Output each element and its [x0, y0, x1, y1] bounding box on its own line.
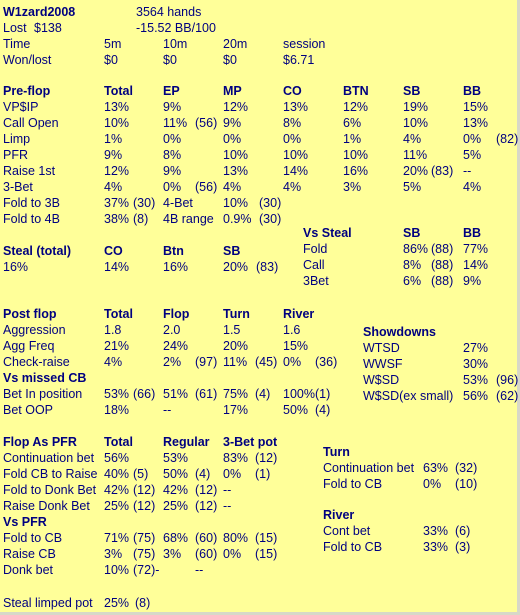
flop-pfr-cell: (12)	[133, 499, 156, 513]
preflop-cell: 3%	[343, 180, 362, 194]
steal-limped-label: Steal limped pot	[3, 596, 93, 610]
bb-per-100: -15.52 BB/100	[136, 21, 216, 35]
preflop-cell: 4B range	[163, 212, 214, 226]
preflop-cell: 19%	[403, 100, 429, 114]
flop-pfr-cell: (5)	[133, 467, 149, 481]
period-label: 5m	[104, 37, 122, 51]
vs-steal-cell: (88)	[431, 258, 454, 272]
preflop-cell: 4%	[403, 132, 422, 146]
missed-cb-cell: (4)	[315, 403, 331, 417]
preflop-cell: 9%	[163, 164, 182, 178]
preflop-cell: 13%	[283, 100, 309, 114]
preflop-cell: 0%	[283, 132, 302, 146]
steal-column: CO	[104, 244, 123, 258]
steal-limped-cell: 25%	[104, 596, 130, 610]
preflop-cell: 0.9%	[223, 212, 252, 226]
preflop-cell: 4-Bet	[163, 196, 193, 210]
turn-cell: (32)	[455, 461, 478, 475]
postflop-cell: 24%	[163, 339, 189, 353]
turn-heading: Turn	[323, 445, 350, 459]
turn-row-label: Continuation bet	[323, 461, 415, 475]
missed-cb-cell: 50%	[283, 403, 309, 417]
time-label: Time	[3, 37, 31, 51]
postflop-cell: 1.5	[223, 323, 241, 337]
preflop-column: BTN	[343, 84, 369, 98]
vs-steal-cell: 77%	[463, 242, 489, 256]
missed-cb-cell: 75%	[223, 387, 249, 401]
flop-pfr-cell: --	[223, 499, 232, 513]
preflop-row-label: Limp	[3, 132, 31, 146]
preflop-cell: 0%	[223, 132, 242, 146]
wonlost-value: $0	[104, 53, 118, 67]
vs-steal-cell: 6%	[403, 274, 422, 288]
wonlost-value: $0	[163, 53, 177, 67]
vs-pfr-cell: --	[195, 563, 204, 577]
flop-pfr-cell: (1)	[255, 467, 271, 481]
showdowns-heading: Showdowns	[363, 325, 436, 339]
preflop-cell: 10%	[104, 116, 130, 130]
vs-steal-row-label: Fold	[303, 242, 328, 256]
vs-pfr-cell: (15)	[255, 547, 278, 561]
preflop-cell: 15%	[463, 100, 489, 114]
vs-pfr-cell: (75)	[133, 531, 156, 545]
postflop-cell: (36)	[315, 355, 338, 369]
preflop-cell: (30)	[259, 196, 282, 210]
preflop-cell: 9%	[223, 116, 242, 130]
preflop-cell: 9%	[104, 148, 123, 162]
steal-value: 16%	[3, 260, 29, 274]
flop-pfr-cell: 83%	[223, 451, 249, 465]
preflop-cell: 14%	[283, 164, 309, 178]
preflop-column: SB	[403, 84, 421, 98]
vs-steal-column: BB	[463, 226, 482, 240]
preflop-cell: 8%	[283, 116, 302, 130]
missed-cb-cell: 51%	[163, 387, 189, 401]
vs-pfr-cell: (15)	[255, 531, 278, 545]
vs-pfr-cell: 0%	[223, 547, 242, 561]
preflop-cell: 5%	[463, 148, 482, 162]
vs-steal-column: SB	[403, 226, 421, 240]
missed-cb-cell: (4)	[255, 387, 271, 401]
preflop-cell: 4%	[463, 180, 482, 194]
flop-pfr-cell: 42%	[163, 483, 189, 497]
preflop-cell: 10%	[223, 148, 249, 162]
preflop-cell: 11%	[403, 148, 428, 162]
vs-pfr-cell: 71%	[104, 531, 130, 545]
steal-column: Btn	[163, 244, 184, 258]
vs-steal-cell: 86%	[403, 242, 429, 256]
preflop-column: MP	[223, 84, 242, 98]
preflop-cell: 10%	[403, 116, 429, 130]
showdowns-cell: 30%	[463, 357, 489, 371]
vs-steal-cell: 14%	[463, 258, 489, 272]
steal-value: (83)	[256, 260, 279, 274]
steal-limped-cell: (8)	[135, 596, 151, 610]
preflop-cell: 0%	[163, 180, 182, 194]
preflop-cell: (56)	[195, 116, 218, 130]
preflop-cell: (8)	[133, 212, 149, 226]
steal-value: 20%	[223, 260, 249, 274]
preflop-cell: 5%	[403, 180, 422, 194]
preflop-row-label: Raise 1st	[3, 164, 56, 178]
turn-cell: 63%	[423, 461, 449, 475]
river-cell: (3)	[455, 540, 471, 554]
preflop-cell: 10%	[223, 196, 249, 210]
preflop-cell: 16%	[343, 164, 369, 178]
vs-pfr-cell: (75)	[133, 547, 156, 561]
preflop-cell: (30)	[259, 212, 282, 226]
steal-column: SB	[223, 244, 241, 258]
vs-pfr-row-label: Raise CB	[3, 547, 56, 561]
preflop-cell: 8%	[163, 148, 182, 162]
showdowns-cell: (96)	[496, 373, 519, 387]
flop-pfr-cell: (12)	[195, 499, 218, 513]
lost-label: Lost	[3, 21, 27, 35]
steal-heading: Steal (total)	[3, 244, 72, 258]
preflop-column: CO	[283, 84, 302, 98]
preflop-cell: 12%	[223, 100, 249, 114]
preflop-row-label: VP$IP	[3, 100, 39, 114]
steal-value: 14%	[104, 260, 130, 274]
preflop-row-label: PFR	[3, 148, 28, 162]
period-label: 20m	[223, 37, 248, 51]
postflop-cell: (45)	[255, 355, 278, 369]
showdowns-row-label: WTSD	[363, 341, 400, 355]
preflop-row-label: Fold to 4B	[3, 212, 60, 226]
postflop-cell: 1.8	[104, 323, 122, 337]
preflop-cell: 10%	[343, 148, 369, 162]
vs-pfr-cell: (72)-	[133, 563, 160, 577]
preflop-row-label: 3-Bet	[3, 180, 33, 194]
vs-pfr-cell: 10%	[104, 563, 130, 577]
vs-pfr-row-label: Fold to CB	[3, 531, 63, 545]
steal-value: 16%	[163, 260, 189, 274]
preflop-cell: 0%	[163, 132, 182, 146]
preflop-column: BB	[463, 84, 482, 98]
period-label: 10m	[163, 37, 188, 51]
postflop-cell: 2%	[163, 355, 182, 369]
postflop-row-label: Check-raise	[3, 355, 70, 369]
preflop-column: EP	[163, 84, 180, 98]
flop-pfr-cell: 50%	[163, 467, 189, 481]
postflop-row-label: Agg Freq	[3, 339, 55, 353]
river-row-label: Cont bet	[323, 524, 371, 538]
preflop-cell: 13%	[223, 164, 249, 178]
preflop-cell: 11%	[163, 116, 188, 130]
preflop-cell: 1%	[343, 132, 362, 146]
vs-steal-row-label: Call	[303, 258, 325, 272]
vs-pfr-cell: 80%	[223, 531, 249, 545]
flop-pfr-cell: 42%	[104, 483, 130, 497]
preflop-cell: 6%	[343, 116, 362, 130]
showdowns-cell: 53%	[463, 373, 489, 387]
showdowns-cell: 56%	[463, 389, 489, 403]
postflop-cell: (97)	[195, 355, 218, 369]
flop-pfr-cell: (12)	[133, 483, 156, 497]
vs-pfr-row-label: Donk bet	[3, 563, 54, 577]
flop-pfr-row-label: Fold CB to Raise	[3, 467, 98, 481]
preflop-cell: (82)	[496, 132, 519, 146]
vs-pfr-cell: 3%	[104, 547, 123, 561]
missed-cb-cell: (61)	[195, 387, 218, 401]
postflop-column: River	[283, 307, 315, 321]
preflop-cell: 10%	[283, 148, 309, 162]
preflop-row-label: Fold to 3B	[3, 196, 60, 210]
flop-pfr-cell: (12)	[195, 483, 218, 497]
postflop-row-label: Aggression	[3, 323, 66, 337]
preflop-column: Total	[104, 84, 133, 98]
river-row-label: Fold to CB	[323, 540, 383, 554]
preflop-cell: 4%	[223, 180, 242, 194]
missed-cb-cell: 53%	[104, 387, 130, 401]
preflop-row-label: Call Open	[3, 116, 59, 130]
river-cell: 33%	[423, 540, 449, 554]
flop-pfr-heading: Flop As PFR	[3, 435, 77, 449]
missed-cb-cell: 17%	[223, 403, 249, 417]
flop-pfr-column: 3-Bet pot	[223, 435, 278, 449]
preflop-cell: (30)	[133, 196, 156, 210]
turn-cell: (10)	[455, 477, 478, 491]
preflop-cell: 12%	[104, 164, 130, 178]
postflop-column: Turn	[223, 307, 250, 321]
flop-pfr-column: Regular	[163, 435, 210, 449]
wonlost-label: Won/lost	[3, 53, 52, 67]
postflop-cell: 20%	[223, 339, 249, 353]
flop-pfr-cell: --	[223, 483, 232, 497]
preflop-cell: 13%	[104, 100, 130, 114]
wonlost-value: $0	[223, 53, 237, 67]
flop-pfr-cell: 56%	[104, 451, 130, 465]
preflop-cell: --	[463, 164, 472, 178]
vs-steal-cell: (88)	[431, 274, 454, 288]
missed-cb-heading: Vs missed CB	[3, 371, 87, 385]
missed-cb-row-label: Bet In position	[3, 387, 83, 401]
preflop-cell: 13%	[463, 116, 489, 130]
preflop-heading: Pre-flop	[3, 84, 51, 98]
preflop-cell: 4%	[283, 180, 302, 194]
vs-pfr-cell: (60)	[195, 547, 218, 561]
preflop-cell: 0%	[463, 132, 482, 146]
vs-steal-cell: (88)	[431, 242, 454, 256]
flop-pfr-cell: 25%	[163, 499, 189, 513]
river-cell: (6)	[455, 524, 471, 538]
preflop-cell: 20%	[403, 164, 429, 178]
postflop-column: Flop	[163, 307, 190, 321]
showdowns-row-label: W$SD(ex small)	[363, 389, 454, 403]
vs-steal-cell: 8%	[403, 258, 422, 272]
postflop-heading: Post flop	[3, 307, 57, 321]
flop-pfr-cell: 25%	[104, 499, 130, 513]
river-heading: River	[323, 508, 355, 522]
showdowns-cell: 27%	[463, 341, 489, 355]
river-cell: 33%	[423, 524, 449, 538]
flop-pfr-cell: (12)	[255, 451, 278, 465]
lost-value: $138	[34, 21, 62, 35]
wonlost-value: $6.71	[283, 53, 315, 67]
missed-cb-cell: 18%	[104, 403, 130, 417]
missed-cb-cell: 100%(1)	[283, 387, 331, 401]
preflop-cell: 4%	[104, 180, 123, 194]
flop-pfr-column: Total	[104, 435, 133, 449]
player-name: W1zard2008	[3, 5, 76, 19]
preflop-cell: (83)	[431, 164, 454, 178]
flop-pfr-cell: 0%	[223, 467, 242, 481]
missed-cb-cell: --	[163, 403, 172, 417]
preflop-cell: 37%	[104, 196, 130, 210]
missed-cb-row-label: Bet OOP	[3, 403, 54, 417]
postflop-cell: 1.6	[283, 323, 301, 337]
postflop-cell: 21%	[104, 339, 130, 353]
showdowns-row-label: WWSF	[363, 357, 403, 371]
postflop-cell: 4%	[104, 355, 123, 369]
postflop-cell: 0%	[283, 355, 302, 369]
flop-pfr-row-label: Raise Donk Bet	[3, 499, 90, 513]
vs-pfr-heading: Vs PFR	[3, 515, 47, 529]
turn-cell: 0%	[423, 477, 442, 491]
vs-pfr-cell: 3%	[163, 547, 182, 561]
preflop-cell: (56)	[195, 180, 218, 194]
turn-row-label: Fold to CB	[323, 477, 383, 491]
missed-cb-cell: (66)	[133, 387, 156, 401]
postflop-column: Total	[104, 307, 133, 321]
flop-pfr-cell: (4)	[195, 467, 211, 481]
flop-pfr-row-label: Fold to Donk Bet	[3, 483, 97, 497]
vs-steal-heading: Vs Steal	[303, 226, 352, 240]
postflop-cell: 11%	[223, 355, 248, 369]
hand-count: 3564 hands	[136, 5, 202, 19]
flop-pfr-cell: 53%	[163, 451, 189, 465]
preflop-cell: 12%	[343, 100, 369, 114]
flop-pfr-cell: 40%	[104, 467, 130, 481]
period-label: session	[283, 37, 326, 51]
postflop-cell: 15%	[283, 339, 309, 353]
preflop-cell: 38%	[104, 212, 130, 226]
showdowns-cell: (62)	[496, 389, 519, 403]
flop-pfr-row-label: Continuation bet	[3, 451, 95, 465]
postflop-cell: 2.0	[163, 323, 181, 337]
preflop-cell: 9%	[163, 100, 182, 114]
vs-steal-cell: 9%	[463, 274, 482, 288]
showdowns-row-label: W$SD	[363, 373, 400, 387]
vs-pfr-cell: (60)	[195, 531, 218, 545]
preflop-cell: 1%	[104, 132, 123, 146]
vs-steal-row-label: 3Bet	[303, 274, 329, 288]
vs-pfr-cell: 68%	[163, 531, 189, 545]
